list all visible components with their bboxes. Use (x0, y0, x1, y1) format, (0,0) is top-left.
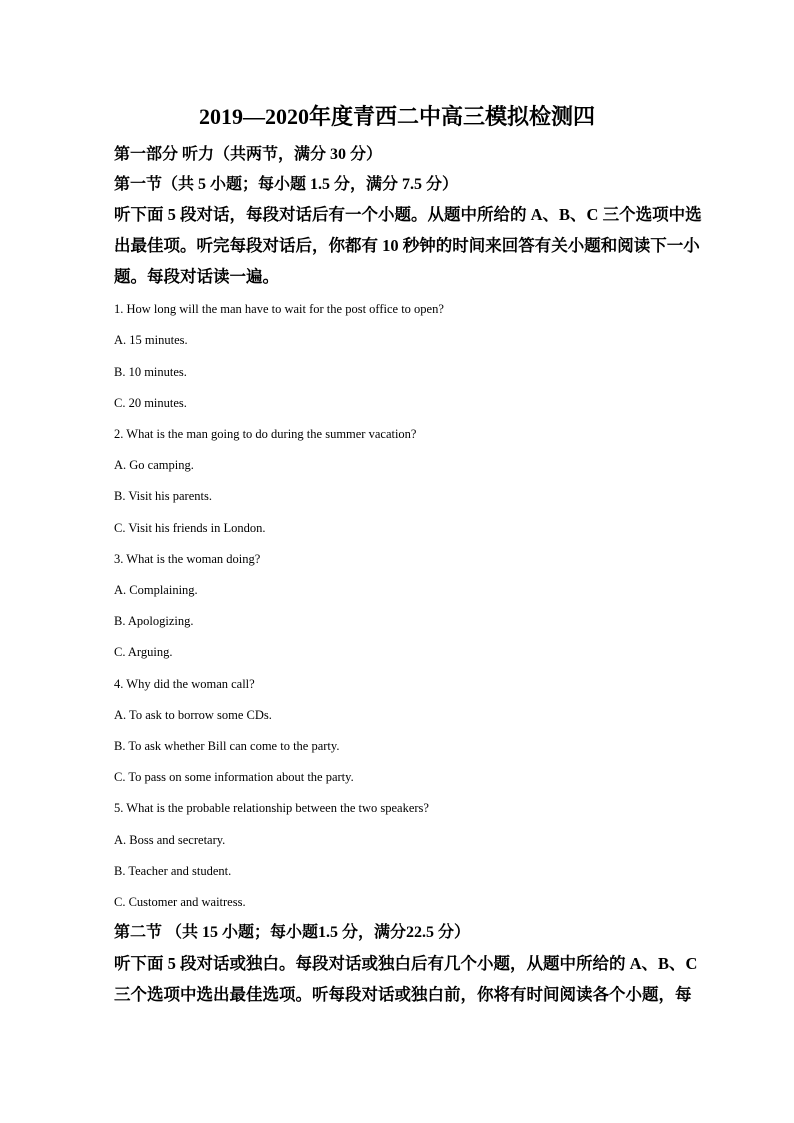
question-2-option-c: C. Visit his friends in London. (114, 521, 266, 535)
part1-heading: 第一部分 听力（共两节，满分 30 分） (114, 146, 383, 163)
page-title: 2019—2020年度青西二中高三模拟检测四 (198, 104, 595, 129)
section2-heading: 第二节 （共 15 小题；每小题1.5 分，满分22.5 分） (114, 924, 471, 941)
section1-instructions (114, 199, 702, 292)
question-2-option-b: B. Visit his parents. (114, 489, 212, 503)
section2-instructions (114, 948, 698, 1010)
question-2-stem: 2. What is the man going to do during the summer vacation? (114, 427, 417, 441)
instruction-line: 题。每段对话读一遍。 (114, 267, 279, 286)
question-4-stem: 4. Why did the woman call? (114, 677, 255, 691)
question-3-option-c: C. Arguing. (114, 645, 173, 659)
question-3-option-b: B. Apologizing. (114, 614, 194, 628)
question-1-stem: 1. How long will the man have to wait for the post office to open? (114, 302, 444, 316)
question-3-option-a: A. Complaining. (114, 583, 198, 597)
question-5-stem: 5. What is the probable relationship between the two speakers? (114, 801, 429, 815)
instruction-line: 三个选项中选出最佳选项。听每段对话或独白前，你将有时间阅读各个小题，每 (114, 985, 692, 1004)
instruction-line: 出最佳项。听完每段对话后，你都有 10 秒钟的时间来回答有关小题和阅读下一小 (114, 236, 700, 255)
question-4-option-b: B. To ask whether Bill can come to the party. (114, 739, 340, 753)
question-1-option-b: B. 10 minutes. (114, 365, 187, 379)
question-1-option-a: A. 15 minutes. (114, 333, 188, 347)
instruction-line: 听下面 5 段对话或独白。每段对话或独白后有几个小题，从题中所给的 A、B、C (114, 954, 698, 973)
question-2-option-a: A. Go camping. (114, 458, 194, 472)
question-5-option-c: C. Customer and waitress. (114, 895, 246, 909)
question-3-stem: 3. What is the woman doing? (114, 552, 261, 566)
question-5-option-b: B. Teacher and student. (114, 864, 232, 878)
question-4-option-c: C. To pass on some information about the party. (114, 770, 354, 784)
question-1-option-c: C. 20 minutes. (114, 396, 187, 410)
section1-heading: 第一节（共 5 小题；每小题 1.5 分，满分 7.5 分） (114, 176, 459, 193)
question-4-option-a: A. To ask to borrow some CDs. (114, 708, 272, 722)
question-5-option-a: A. Boss and secretary. (114, 833, 226, 847)
instruction-line: 听下面 5 段对话，每段对话后有一个小题。从题中所给的 A、B、C 三个选项中选 (114, 205, 702, 224)
